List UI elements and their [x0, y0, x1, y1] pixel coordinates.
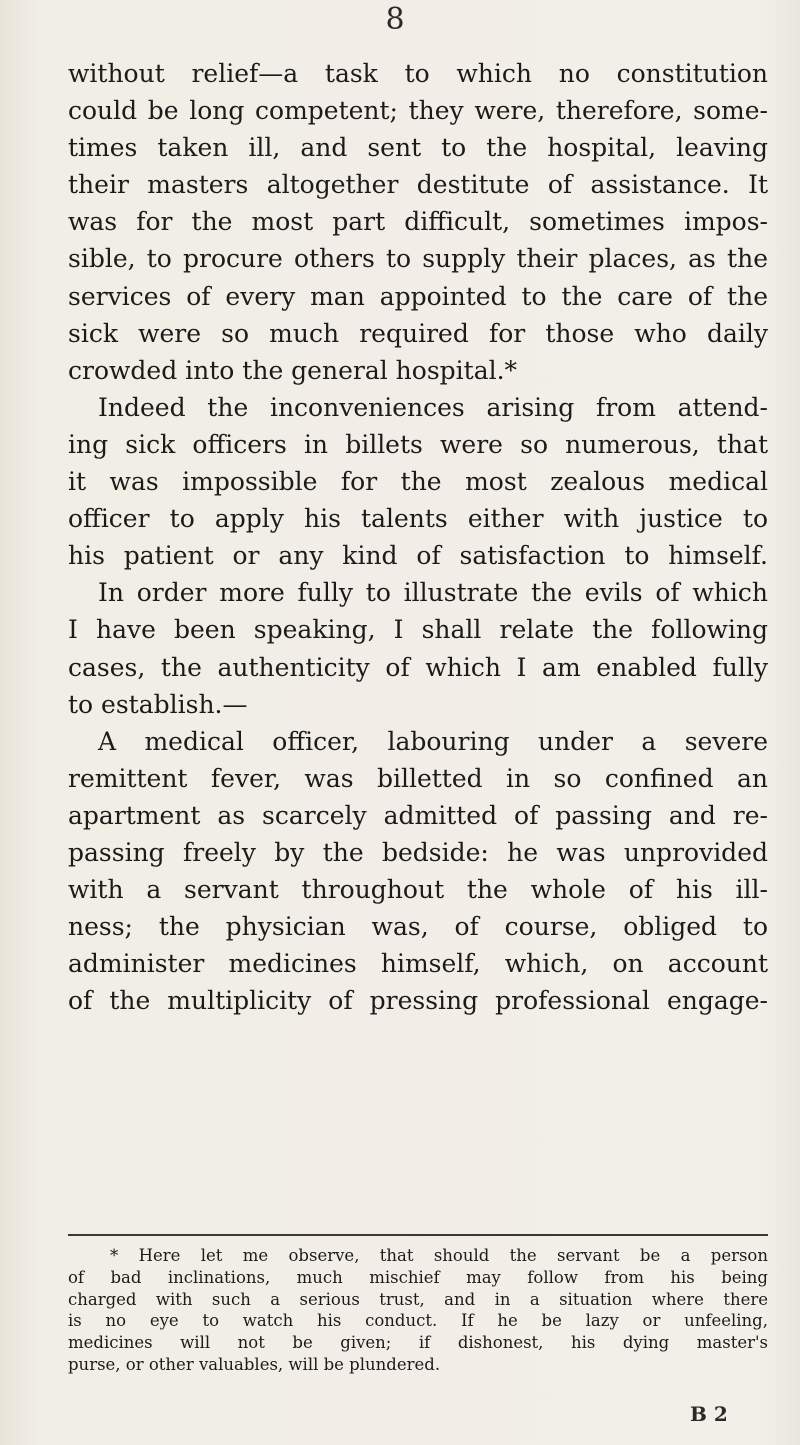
text-line: sick were so much required for those who daily	[68, 318, 768, 348]
footnote-line: of bad inclinations, much mischief may follow from his being	[68, 1267, 768, 1287]
footnote-line: purse, or other valuables, will be plundered.	[68, 1354, 441, 1374]
text-line: could be long competent; they were, therefore, some-	[68, 96, 768, 126]
text-line: officer to apply his talents either with justice to	[68, 504, 768, 534]
footnote-line: * Here let me observe, that should the servant be a person	[110, 1246, 768, 1265]
text-line: to establish.—	[68, 689, 248, 719]
text-line: I have been speaking, I shall relate the following	[68, 615, 768, 645]
text-line: remittent fever, was billetted in so confined an	[68, 763, 768, 793]
text-line: A medical officer, labouring under a severe	[98, 726, 768, 756]
footnote-line: medicines will not be given; if dishonest, his dying master's	[68, 1333, 768, 1353]
footnote-line: is no eye to watch his conduct. If he be lazy or unfeeling,	[68, 1311, 768, 1331]
text-line: Indeed the inconveniences arising from attend-	[98, 392, 768, 422]
text-line: ing sick officers in billets were so numerous, that	[68, 429, 768, 459]
text-line: without relief—a task to which no constitution	[68, 59, 768, 88]
body-text	[68, 55, 768, 1019]
footnote	[68, 1245, 768, 1376]
text-line: ness; the physician was, of course, obliged to	[68, 912, 768, 942]
text-line: cases, the authenticity of which I am enabled fully	[68, 652, 768, 682]
text-line: their masters altogether destitute of assistance. It	[68, 170, 768, 200]
text-line: services of every man appointed to the care of the	[68, 281, 768, 311]
text-line: of the multiplicity of pressing professional engage-	[68, 986, 768, 1016]
footnote-divider	[68, 1234, 768, 1236]
text-line: his patient or any kind of satisfaction to himself.	[68, 541, 768, 571]
text-line: sible, to procure others to supply their places, as the	[68, 244, 768, 274]
text-line: administer medicines himself, which, on account	[68, 949, 768, 979]
text-line: apartment as scarcely admitted of passing and re-	[68, 800, 768, 830]
text-line: times taken ill, and sent to the hospital, leaving	[68, 133, 768, 163]
text-line: crowded into the general hospital.*	[68, 355, 518, 385]
signature-mark: B 2	[690, 1402, 728, 1426]
text-line: In order more fully to illustrate the evils of which	[98, 578, 768, 608]
footnote-line: charged with such a serious trust, and in a situation where there	[68, 1289, 768, 1309]
text-line: passing freely by the bedside: he was unprovided	[68, 837, 768, 867]
text-line: it was impossible for the most zealous medical	[68, 467, 768, 497]
page-number: 8	[385, 2, 405, 37]
text-line: was for the most part difficult, sometimes impos-	[68, 207, 768, 237]
text-line: with a servant throughout the whole of his ill-	[68, 875, 768, 905]
